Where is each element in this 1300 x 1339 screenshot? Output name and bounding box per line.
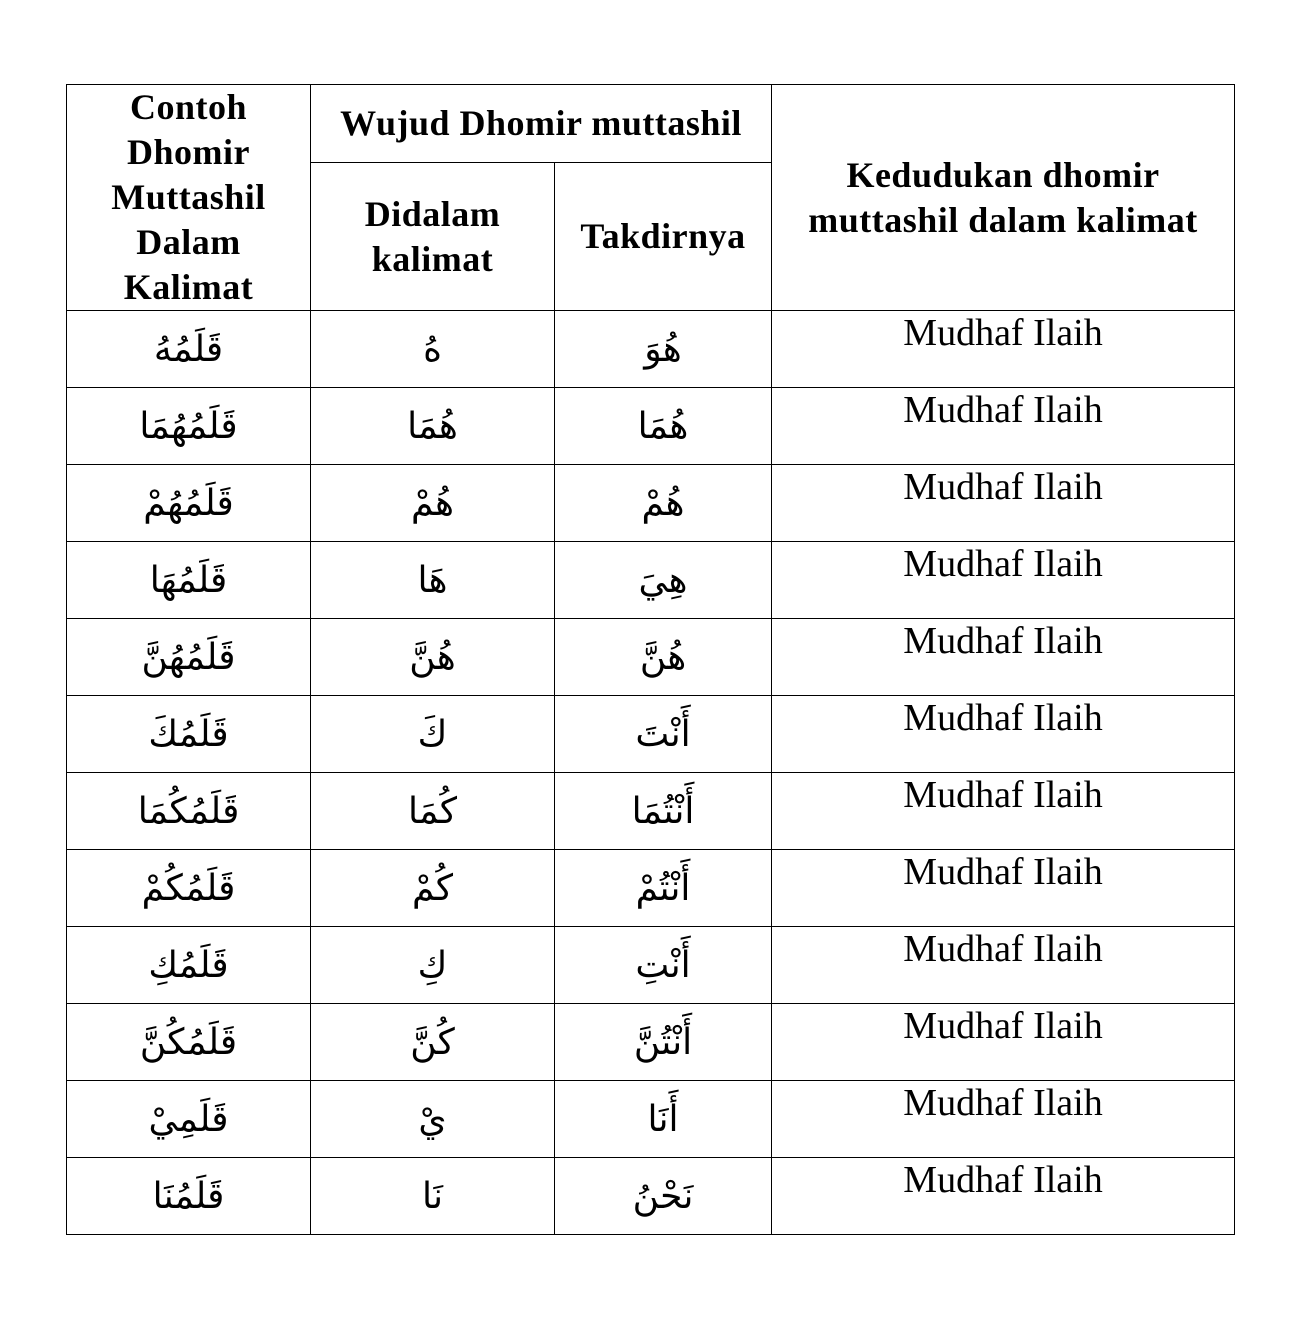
cell-takdir: أَنْتِ — [555, 927, 772, 1004]
cell-dhomir: هَا — [311, 542, 555, 619]
cell-kedudukan: Mudhaf Ilaih — [772, 696, 1235, 773]
table-row — [67, 1081, 1235, 1158]
table-body — [67, 311, 1235, 1235]
cell-takdir: هُوَ — [555, 311, 772, 388]
cell-kedudukan: Mudhaf Ilaih — [772, 927, 1235, 1004]
table-row — [67, 311, 1235, 388]
cell-contoh: قَلَمُكِ — [67, 927, 311, 1004]
header-didalam-line: Didalam — [364, 193, 501, 234]
cell-kedudukan: Mudhaf Ilaih — [772, 773, 1235, 850]
cell-dhomir: كُنَّ — [311, 1004, 555, 1081]
cell-takdir: هُمْ — [555, 465, 772, 542]
cell-kedudukan: Mudhaf Ilaih — [772, 388, 1235, 465]
cell-kedudukan: Mudhaf Ilaih — [772, 619, 1235, 696]
table-row — [67, 927, 1235, 1004]
cell-kedudukan: Mudhaf Ilaih — [772, 1004, 1235, 1081]
header-kedudukan-line: Kedudukan dhomir — [846, 154, 1160, 195]
cell-takdir: أَنْتُمَا — [555, 773, 772, 850]
cell-kedudukan: Mudhaf Ilaih — [772, 465, 1235, 542]
cell-dhomir: يْ — [311, 1081, 555, 1158]
cell-dhomir: هُ — [311, 311, 555, 388]
header-contoh-line: Contoh — [129, 87, 248, 127]
cell-contoh: قَلَمُهُنَّ — [67, 619, 311, 696]
cell-dhomir: هُنَّ — [311, 619, 555, 696]
cell-kedudukan: Mudhaf Ilaih — [772, 850, 1235, 927]
cell-dhomir: كُمَا — [311, 773, 555, 850]
cell-dhomir: كُمْ — [311, 850, 555, 927]
table-row — [67, 465, 1235, 542]
cell-takdir: هُنَّ — [555, 619, 772, 696]
header-kedudukan-line: muttashil dalam kalimat — [808, 199, 1198, 240]
cell-takdir: هِيَ — [555, 542, 772, 619]
cell-dhomir: هُمَا — [311, 388, 555, 465]
cell-takdir: أَنَا — [555, 1081, 772, 1158]
cell-dhomir: كِ — [311, 927, 555, 1004]
header-contoh — [67, 85, 311, 311]
cell-takdir: أَنْتُنَّ — [555, 1004, 772, 1081]
cell-contoh: قَلَمُهُمَا — [67, 388, 311, 465]
cell-contoh: قَلَمِيْ — [67, 1081, 311, 1158]
header-didalam-line: kalimat — [371, 238, 494, 279]
cell-kedudukan: Mudhaf Ilaih — [772, 1158, 1235, 1235]
header-didalam — [311, 163, 555, 311]
cell-dhomir: هُمْ — [311, 465, 555, 542]
header-kedudukan — [772, 85, 1235, 311]
cell-contoh: قَلَمُهُ — [67, 311, 311, 388]
cell-contoh: قَلَمُكُمَا — [67, 773, 311, 850]
cell-contoh: قَلَمُهَا — [67, 542, 311, 619]
cell-contoh: قَلَمُكَ — [67, 696, 311, 773]
cell-dhomir: كَ — [311, 696, 555, 773]
table-row — [67, 619, 1235, 696]
table-row — [67, 773, 1235, 850]
cell-dhomir: نَا — [311, 1158, 555, 1235]
header-contoh-line: Dhomir — [127, 132, 250, 172]
cell-contoh: قَلَمُكُمْ — [67, 850, 311, 927]
cell-takdir: نَحْنُ — [555, 1158, 772, 1235]
cell-kedudukan: Mudhaf Ilaih — [772, 311, 1235, 388]
table-row — [67, 388, 1235, 465]
header-wujud: Wujud Dhomir muttashil — [311, 85, 772, 163]
header-row-top — [67, 85, 1235, 163]
table-row — [67, 850, 1235, 927]
cell-contoh: قَلَمُهُمْ — [67, 465, 311, 542]
cell-kedudukan: Mudhaf Ilaih — [772, 542, 1235, 619]
cell-takdir: أَنْتَ — [555, 696, 772, 773]
header-contoh-line: Dalam — [136, 222, 241, 262]
cell-contoh: قَلَمُنَا — [67, 1158, 311, 1235]
cell-kedudukan: Mudhaf Ilaih — [772, 1081, 1235, 1158]
header-contoh-line: Kalimat — [123, 267, 254, 307]
cell-takdir: أَنْتُمْ — [555, 850, 772, 927]
header-takdirnya: Takdirnya — [555, 163, 772, 311]
header-contoh-line: Muttashil — [111, 177, 266, 217]
table-row — [67, 1004, 1235, 1081]
dhomir-muttashil-table — [66, 84, 1235, 1235]
table-row — [67, 542, 1235, 619]
table-row — [67, 696, 1235, 773]
table-row — [67, 1158, 1235, 1235]
cell-takdir: هُمَا — [555, 388, 772, 465]
cell-contoh: قَلَمُكُنَّ — [67, 1004, 311, 1081]
